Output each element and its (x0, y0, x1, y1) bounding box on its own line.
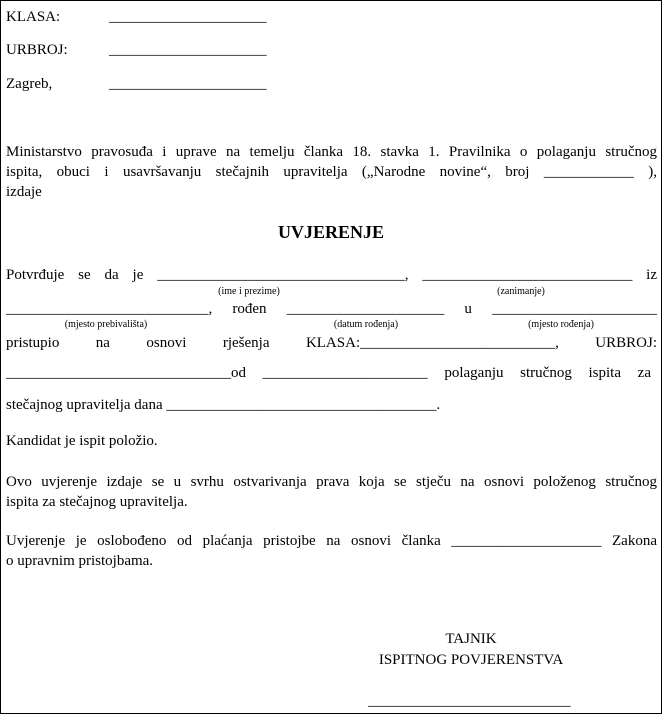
certify-line-5: stečajnog upravitelja dana ____________________________________. (6, 397, 441, 413)
urbroj-label: URBROJ: (6, 42, 68, 58)
zagreb-label: Zagreb, (6, 76, 53, 92)
label-birthplace: (mjesto rođenja) (528, 319, 594, 330)
intro-line-3: izdaje (6, 184, 42, 200)
certify-line-1: Potvrđuje se da je _________________________________, ____________________________ iz (6, 267, 657, 283)
klasa-label: KLASA: (6, 9, 61, 25)
label-residence: (mjesto prebivališta) (64, 319, 148, 330)
label-occupation: (zanimanje) (497, 286, 545, 297)
certify-line-3: pristupio na osnovi rješenja KLASA:__________________________, URBROJ: (6, 335, 657, 351)
signature-title-2: ISPITNOG POVJERENSTVA (378, 652, 564, 668)
passed-statement: Kandidat je ispit položio. (6, 433, 158, 449)
klasa-blank: _____________________ (109, 9, 267, 25)
certify-line-4: ______________________________od ______________________ polaganju stručnog ispita za (6, 365, 651, 381)
document-title: UVJERENJE (277, 222, 384, 242)
exempt-line-2: o upravnim pristojbama. (6, 553, 154, 569)
label-birthdate: (datum rođenja) (333, 319, 399, 330)
zagreb-blank: _____________________ (109, 76, 267, 92)
signature-title-1: TAJNIK (445, 631, 497, 647)
certify-line-2: ___________________________, rođen _____________________ u ______________________ (6, 301, 657, 317)
purpose-line-1: Ovo uvjerenje izdaje se u svrhu ostvarivanja prava koja se stječu na osnovi položenog stručnog (6, 474, 657, 490)
exempt-line-1: Uvjerenje je oslobođeno od plaćanja pristojbe na osnovi članka ____________________ Zakona (6, 533, 657, 549)
intro-line-2: ispita, obuci i usavršavanju stečajnih upravitelja („Narodne novine“, broj ____________ ), (6, 164, 657, 180)
purpose-line-2: ispita za stečajnog upravitelja. (6, 494, 188, 510)
label-name: (ime i prezime) (218, 286, 280, 297)
intro-line-1: Ministarstvo pravosuđa i uprave na temelju članka 18. stavka 1. Pravilnika o polaganju stručnog (6, 144, 657, 160)
urbroj-blank: _____________________ (109, 42, 267, 58)
signature-line: ___________________________ (368, 693, 571, 709)
